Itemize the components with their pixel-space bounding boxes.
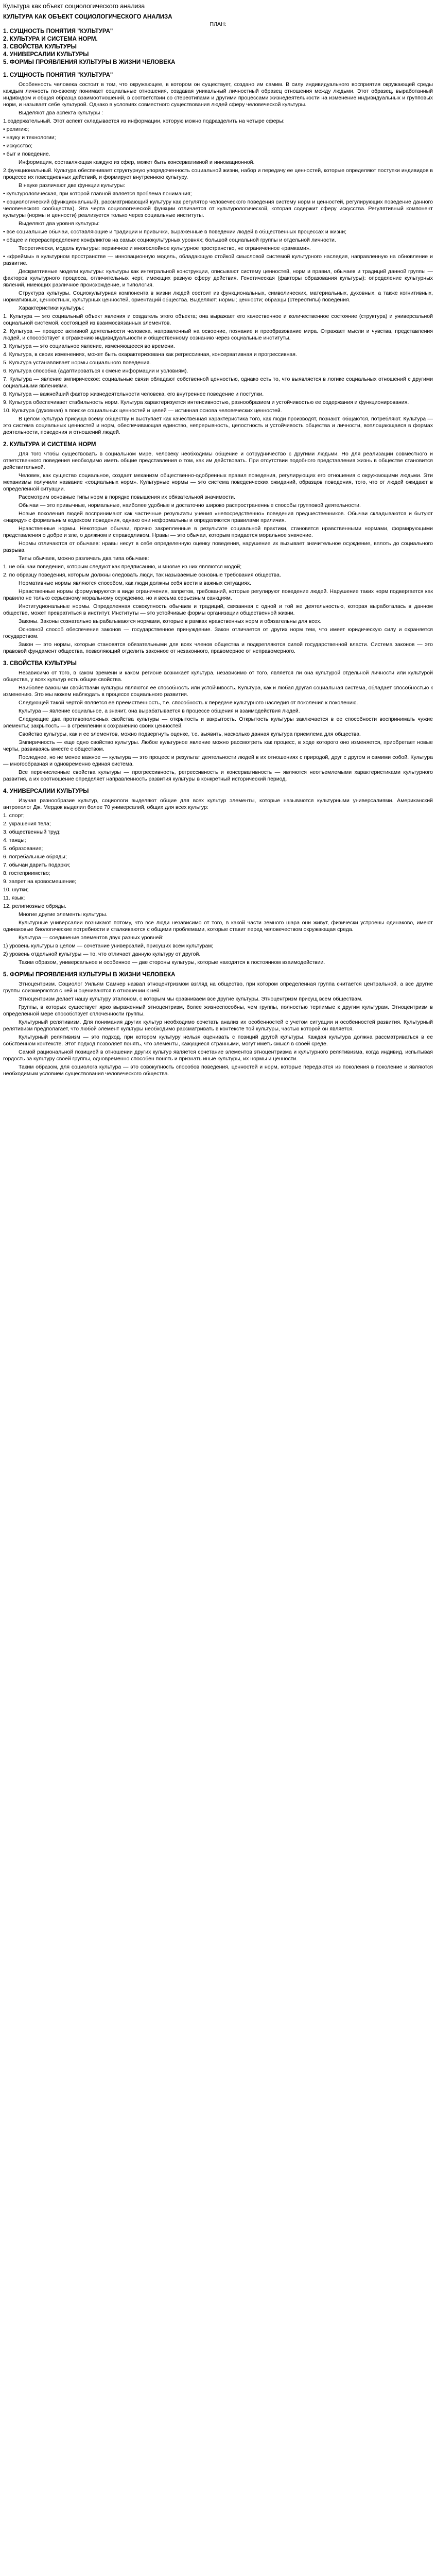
paragraph: 5. образование; [3, 845, 43, 852]
paragraph: Следующие два противоположных свойства культуры — открытость и закрытость. Открытость культуры заключается в ее способности воспринимать чужие элементы; закрытость — в стремлении к сохранению своих ценностей. [3, 716, 433, 729]
paragraph: Особенность человека состоит в том, что окружающее, в котором он существует, создано им самим. В силу индивидуального восприятия окружающей среды каждым личность по-своему понимает социальные отношения, создавая уникальный личностный образец отношения между людьми. Этот образец, выработанный индивидом и общая образца взаимоотношений, в соответствии со стереотипами и другими процессами жизнедеятельности на изменение индивидуальных и групповых норм, и называет себе культурой. Однако в условиях совместного существования людей сферу человеческой культуры. [3, 81, 433, 108]
section-title: 1. СУЩНОСТЬ ПОНЯТИЯ "КУЛЬТУРА" [3, 72, 113, 78]
paragraph: 7. обычаи дарить подарки; [3, 862, 71, 868]
paragraph: Этноцентризм. Социолог Уильям Самнер назвал этноцентризмом взгляд на общество, при котором определенная группа считается центральной, а все другие группы соизмеряются с ней и оцениваются в отношении к ней. [3, 981, 433, 994]
paragraph: Таким образом, универсальное и особенное — две стороны культуры, которые находятся в постоянном взаимодействии. [19, 959, 325, 965]
paragraph: 6. погребальные обряды; [3, 854, 67, 860]
paragraph: 2. Культура — процесс активной деятельности человека, направленный на освоение, познание и преобразование мира. Отражает мысли и чувства, представления людей, и способствует к отражению индивидуальности и общественному сознанию через социальные институты. [3, 328, 433, 341]
paragraph: Таким образом, для социолога культура — это совокупность способов поведения, ценностей и норм, которые передаются из поколения в поколение и являются необходимым условием существования человеческого общества. [3, 1064, 433, 1077]
paragraph: Культурный релятивизм — это подход, при котором культуру нельзя оценивать с позиций другой культуры. Каждая культура должна рассматриваться в ее собственном контексте. Этот подход позволяет понять, что элементы, кажущиеся странными, могут иметь смысл в своей среде. [3, 1034, 433, 1047]
paragraph: 3. общественный труд; [3, 829, 61, 835]
section [3, 971, 433, 1077]
paragraph: 2. украшения тела; [3, 821, 51, 827]
paragraph: Человек, как существо социальное, создает механизм общественно-одобренных правил поведения, регулирующих его отношения с окружающими людьми. Эти механизмы получили название «социальных норм». Культурные нормы — это система поведенческих ожиданий, образцов поведения, того, что от людей ожидают в определенной ситуации. [3, 472, 433, 492]
paragraph: 10. Культура (духовная) в поиске социальных ценностей и целей — истинная основа человеческих ценностей. [3, 408, 282, 414]
section [3, 660, 433, 783]
plan-item: 5. ФОРМЫ ПРОЯВЛЕНИЯ КУЛЬТУРЫ В ЖИЗНИ ЧЕЛОВЕКА [3, 59, 176, 65]
paragraph: Независимо от того, в каком времени и каком регионе возникает культура, независимо от того, является ли она культурой отдельной личности или культурой общества, у всех культур есть общие свойства. [3, 670, 433, 683]
paragraph: Культура — явление социальное, а значит, она вырабатывается в процессе общения и взаимодействия людей. [19, 708, 300, 714]
plan-list [3, 28, 433, 66]
paragraph: Нравственные нормы формулируются в виде ограничения, запретов, требований, которые регулируют поведение людей. Нарушение таких норм подвергается как правило не только серьезному моральному осуждению, но и весьма серьезным санкциям. [3, 588, 433, 601]
paragraph: Последнее, но не менее важное — культура — это процесс и результат деятельности людей в их отношениях с природой, друг с другом и самими собой. Культура — многообразная и одновременно единая система. [3, 754, 433, 767]
paragraph: • культурологическая, при которой главной является проблема понимания; [3, 191, 192, 197]
section [3, 72, 433, 436]
paragraph: • искусство; [3, 143, 33, 149]
paragraph: 1. не обычаи поведения, которым следуют как предписанию, и многие из них являются модой; [3, 564, 242, 570]
paragraph: 11. язык; [3, 895, 25, 901]
paragraph: 1) уровень культуры в целом — сочетание универсалий, присущих всем культурам; [3, 943, 214, 949]
paragraph: Все перечисленные свойства культуры — прогрессивность, регрессивность и консервативность — являются неотъемлемыми характеристиками культурного развития, а их соотношение определяет направленность развития культуры в конкретный исторический период. [3, 769, 433, 782]
paragraph: Теоретически, модель культуры: первичное и многослойное культурное пространство, не ограниченное «рамками». [19, 245, 311, 251]
paragraph: В целом культура присуща всему обществу и выступает как качественная характеристика того, как люди производят, познают, общаются, потребляют. Культура — это система социальных ценностей и норм, обеспечивающая единство, непрерывность, целостность и устойчивость общества и личности, воплощающаяся в формах деятельности, поведения и отношений людей. [3, 416, 433, 435]
paragraph: Закон — это нормы, которые становятся обязательными для всех членов общества и подкрепляются силой государственной власти. Система законов — это правовой фундамент общества, позволяющий отделить законное от незаконного, правомерное от неправомерного. [3, 641, 433, 654]
main-heading: КУЛЬТУРА КАК ОБЪЕКТ СОЦИОЛОГИЧЕСКОГО АНАЛИЗА [3, 14, 172, 20]
paragraph: • общее и перераспределение конфликтов на самых социокультурных уровнях; большой социальной группы и отдельной личности. [3, 237, 336, 243]
section-title: 3. СВОЙСТВА КУЛЬТУРЫ [3, 660, 77, 667]
paragraph: Самой рациональной позицией в отношении других культур является сочетание элементов этноцентризма и культурного релятивизма, когда индивид, испытывая гордость за культуру своей группы, одновременно способен понять и признать иные культуры, их нормы и ценности. [3, 1049, 433, 1062]
paragraph: 1. спорт; [3, 812, 25, 819]
plan-label: ПЛАН: [210, 21, 226, 27]
paragraph: 8. Культура — важнейший фактор жизнедеятельности человека, его внутреннее поведение и поступки. [3, 391, 264, 397]
paragraph: Выделяют два уровня культуры: [19, 221, 100, 227]
paragraph: • «фреймы» в культурном пространстве — инновационную модель, обладающую стойкой смысловой системой культурного наследия, направленную на обновление и развитие. [3, 253, 433, 266]
paragraph: 1.содержательный. Этот аспект складывается из информации, которую можно подразделить на четыре сферы: [3, 118, 285, 124]
plan-item: 1. СУЩНОСТЬ ПОНЯТИЯ "КУЛЬТУРА" [3, 28, 113, 35]
plan-item: 2. КУЛЬТУРА И СИСТЕМА НОРМ. [3, 36, 98, 42]
paragraph: • науку и технологии; [3, 134, 56, 141]
paragraph: Следующей такой чертой является ее преемственность, т.е. способность к передаче культурного наследия от поколения к поколению. [19, 700, 358, 706]
paragraph: Типы обычаев, можно различать два типа обычаев: [19, 555, 149, 562]
paragraph: Рассмотрим основные типы норм в порядке повышения их обязательной значимости. [19, 494, 235, 500]
paragraph: Институциональные нормы. Определенная совокупность обычаев и традиций, связанная с одной и той же деятельностью, которая выработалась в данном обществе, может превратиться в институт. Институты — это устойчивые формы организации общественной жизни. [3, 603, 433, 616]
paragraph: 5. Культура устанавливает нормы социального поведения. [3, 360, 151, 366]
plan-item: 4. УНИВЕРСАЛИИ КУЛЬТУРЫ [3, 52, 89, 58]
paragraph: 8. гостеприимство; [3, 870, 50, 876]
paragraph: Для того чтобы существовать в социальном мире, человеку необходимы общение и сотрудничество с другими людьми. Но для реализации совместного и ответственного поведения необходимо иметь общие представления о том, как им действовать. При отсутствии подобного представления жизнь в обществе становится действительной. [3, 451, 433, 470]
section-title: 5. ФОРМЫ ПРОЯВЛЕНИЯ КУЛЬТУРЫ В ЖИЗНИ ЧЕЛОВЕКА [3, 972, 176, 978]
paragraph: 10. шутки; [3, 887, 29, 893]
paragraph: 9. запрет на кровосмешение; [3, 878, 77, 885]
paragraph: Эмпиричность — еще одно свойство культуры. Любое культурное явление можно рассмотреть как процесс, в ходе которого оно изменяется, приобретает новые черты, развиваясь вместе с обществом. [3, 739, 433, 752]
paragraph: 12. религиозные обряды. [3, 903, 67, 909]
paragraph: 2) уровень отдельной культуры — то, что отличает данную культуру от другой. [3, 951, 201, 957]
paragraph: Дескриптивные модели культуры: культуры как интегральной конструкции, описывают систему ценностей, норм и правил, обычаев и традиций данной группы — факторов культурного процесса, отличительных черт, имеющих разную сферу действия. Генетическая (факторы образования культуры): определение культурных явлений, имеющих различное происхождение, и типология. [3, 268, 433, 288]
section-title: 4. УНИВЕРСАЛИИ КУЛЬТУРЫ [3, 788, 89, 794]
paragraph: • быт и поведение. [3, 151, 50, 157]
paragraph: Законы. Законы сознательно вырабатываются нормами, которые в рамках нравственных норм и обязательны для всех. [19, 618, 322, 624]
paragraph: Нормативные нормы являются способом, как люди должны себя вести в важных ситуациях. [19, 580, 252, 586]
section [3, 441, 433, 655]
paragraph: 4. Культура, в своих изменениях, может быть охарактеризована как регрессивная, консервативная и прогрессивная. [3, 351, 297, 358]
paragraph: • религию; [3, 126, 29, 132]
paragraph: Изучая разнообразие культур, социологи выделяют общие для всех культур элементы, которые называются культурными универсалиями. Американский антрополог Дж. Мердок выделил более 70 универсалий, общих для всех культур: [3, 798, 433, 810]
paragraph: Культурные универсалии возникают потому, что все люди независимо от того, в какой части земного шара они живут, физически устроены одинаково, имеют одинаковые биологические потребности и сталкиваются с общими проблемами, которые ставит перед человечеством окружающая среда. [3, 920, 433, 933]
document [0, 0, 436, 1077]
paragraph: Наиболее важными свойствами культуры являются ее способность или устойчивость. Культура, как и любая другая социальная система, обладает способностью к изменению. Это мы можем наблюдать в процессе социального развития. [3, 685, 433, 698]
paragraph: 9. Культура обеспечивает стабильность норм. Культура характеризуется интенсивностью, разнообразием и устойчивостью ее содержания и функционирования. [3, 399, 409, 405]
paragraph: • все социальные обычаи, составляющие и традиции и привычки, выраженные в поведении людей в общественных процессах и жизни; [3, 229, 347, 235]
paragraph: Новые поколения людей воспринимают как частичные результаты учения «непосредственно» поведения предшественников. Обычаи складываются и бытуют «наряду» с формальным кодексом поведения, однако они неформальны и определяются правилами приличия. [3, 511, 433, 523]
paragraph: Выделяют два аспекта культуры : [19, 110, 103, 116]
paragraph: Культурный релятивизм. Для понимания других культур необходимо сочетать анализ их особенностей с учетом ситуации и особенностей развития. Культурный релятивизм предполагает, что любой элемент культуры необходимо рассматривать в контексте той культуры, частью которой он является. [3, 1019, 433, 1032]
paragraph: Нравственные нормы. Некоторые обычаи, прочно закрепленные в результате социальной практики, становятся нравственными нормами, формирующими представления о добре и зле, о должном и справедливом. Нравы — это обычаи, которым придается моральное значение. [3, 526, 433, 538]
document-title: Культура как объект социологического анализа [3, 3, 145, 10]
paragraph: 4. танцы; [3, 837, 26, 843]
paragraph: 7. Культура — явление эмпирическое: социальные связи обладают собственной ценностью, однако есть то, что выявляется в логике социальных отношений с другими социальными явлениями. [3, 376, 433, 389]
paragraph: Информация, составляющая каждую из сфер, может быть консервативной и инновационной. [19, 159, 255, 165]
paragraph: Основной способ обеспечения законов — государственное принуждение. Закон отличается от других норм тем, что имеет юридическую силу и охраняется государством. [3, 626, 433, 639]
paragraph: 2.функциональный. Культура обеспечивает структурную упорядоченность социальной жизни, набор и передачу ее ценностей, которые определяют поступки индивидов в процессе их повседневных действий, и формирует внутреннюю культуру. [3, 167, 433, 180]
paragraph: Структура культуры. Социокультурная компонента в жизни людей состоит из функциональных, символических, материальных, духовных, а также когнитивных, нормативных, ценностных, культурных ценностей, ориентаций общества. Выделяют: нормы; ценности; образцы (стереотипы) поведения. [3, 290, 433, 303]
paragraph: Обычаи — это привычные, нормальные, наиболее удобные и достаточно широко распространенные способы групповой деятельности. [19, 502, 361, 509]
paragraph: Многие другие элементы культуры. [19, 911, 108, 918]
section-title: 2. КУЛЬТУРА И СИСТЕМА НОРМ [3, 442, 96, 448]
paragraph: Свойство культуры, как и ее элементов, можно подвергнуть оценке, т.е. выявить, насколько данная культура приемлема для общества. [19, 731, 361, 737]
section [3, 788, 433, 966]
paragraph: 1. Культура — это социальный объект явления и создатель этого объекта; она выражает его качественное и количественное состояние (структура) и универсальной социальной системой, состоящей из взаимосвязанных элементов. [3, 313, 433, 326]
paragraph: В науке различают две функции культуры: [19, 182, 126, 189]
paragraph: 2. по образцу поведения, которым должны следовать люди, так называемые основные требования общества. [3, 572, 281, 578]
paragraph: 3. Культура — это социальное явление, изменяющееся во времени. [3, 343, 175, 349]
plan-item: 3. СВОЙСТВА КУЛЬТУРЫ [3, 44, 77, 50]
paragraph: Характеристики культуры: [19, 305, 84, 311]
paragraph: 6. Культура способна (адаптироваться к смене информации и условиям). [3, 368, 188, 374]
paragraph: Культура — соединение элементов двух разных уровней: [19, 935, 164, 941]
paragraph: Нормы отличаются от обычаев: нравы несут в себе определенную оценку поведения, нарушение их вызывает значительное осуждение, вплоть до социального разрыва. [3, 540, 433, 553]
sections [3, 72, 433, 1077]
paragraph: • социологический (функциональный), рассматривающий культуру как регулятор человеческого поведения систему норм и ценностей, регулирующих поведение данного человеческого сообщества). Эта черта социологической функции отличается от культурологической, которая содержит сферу искусства. Регулятивный компонент культуры (нормы и ценности) реализуется только через социальные институты. [3, 199, 433, 218]
paragraph: Этноцентризм делает нашу культуру эталоном, с которым мы сравниваем все другие культуры. Этноцентризм присущ всем обществам. [19, 996, 363, 1002]
paragraph: Группы, в которых существует ярко выраженный этноцентризм, более жизнеспособны, чем группы, полностью терпимые к другим культурам. Этноцентризм в определенной мере способствует сплоченности группы. [3, 1004, 433, 1017]
